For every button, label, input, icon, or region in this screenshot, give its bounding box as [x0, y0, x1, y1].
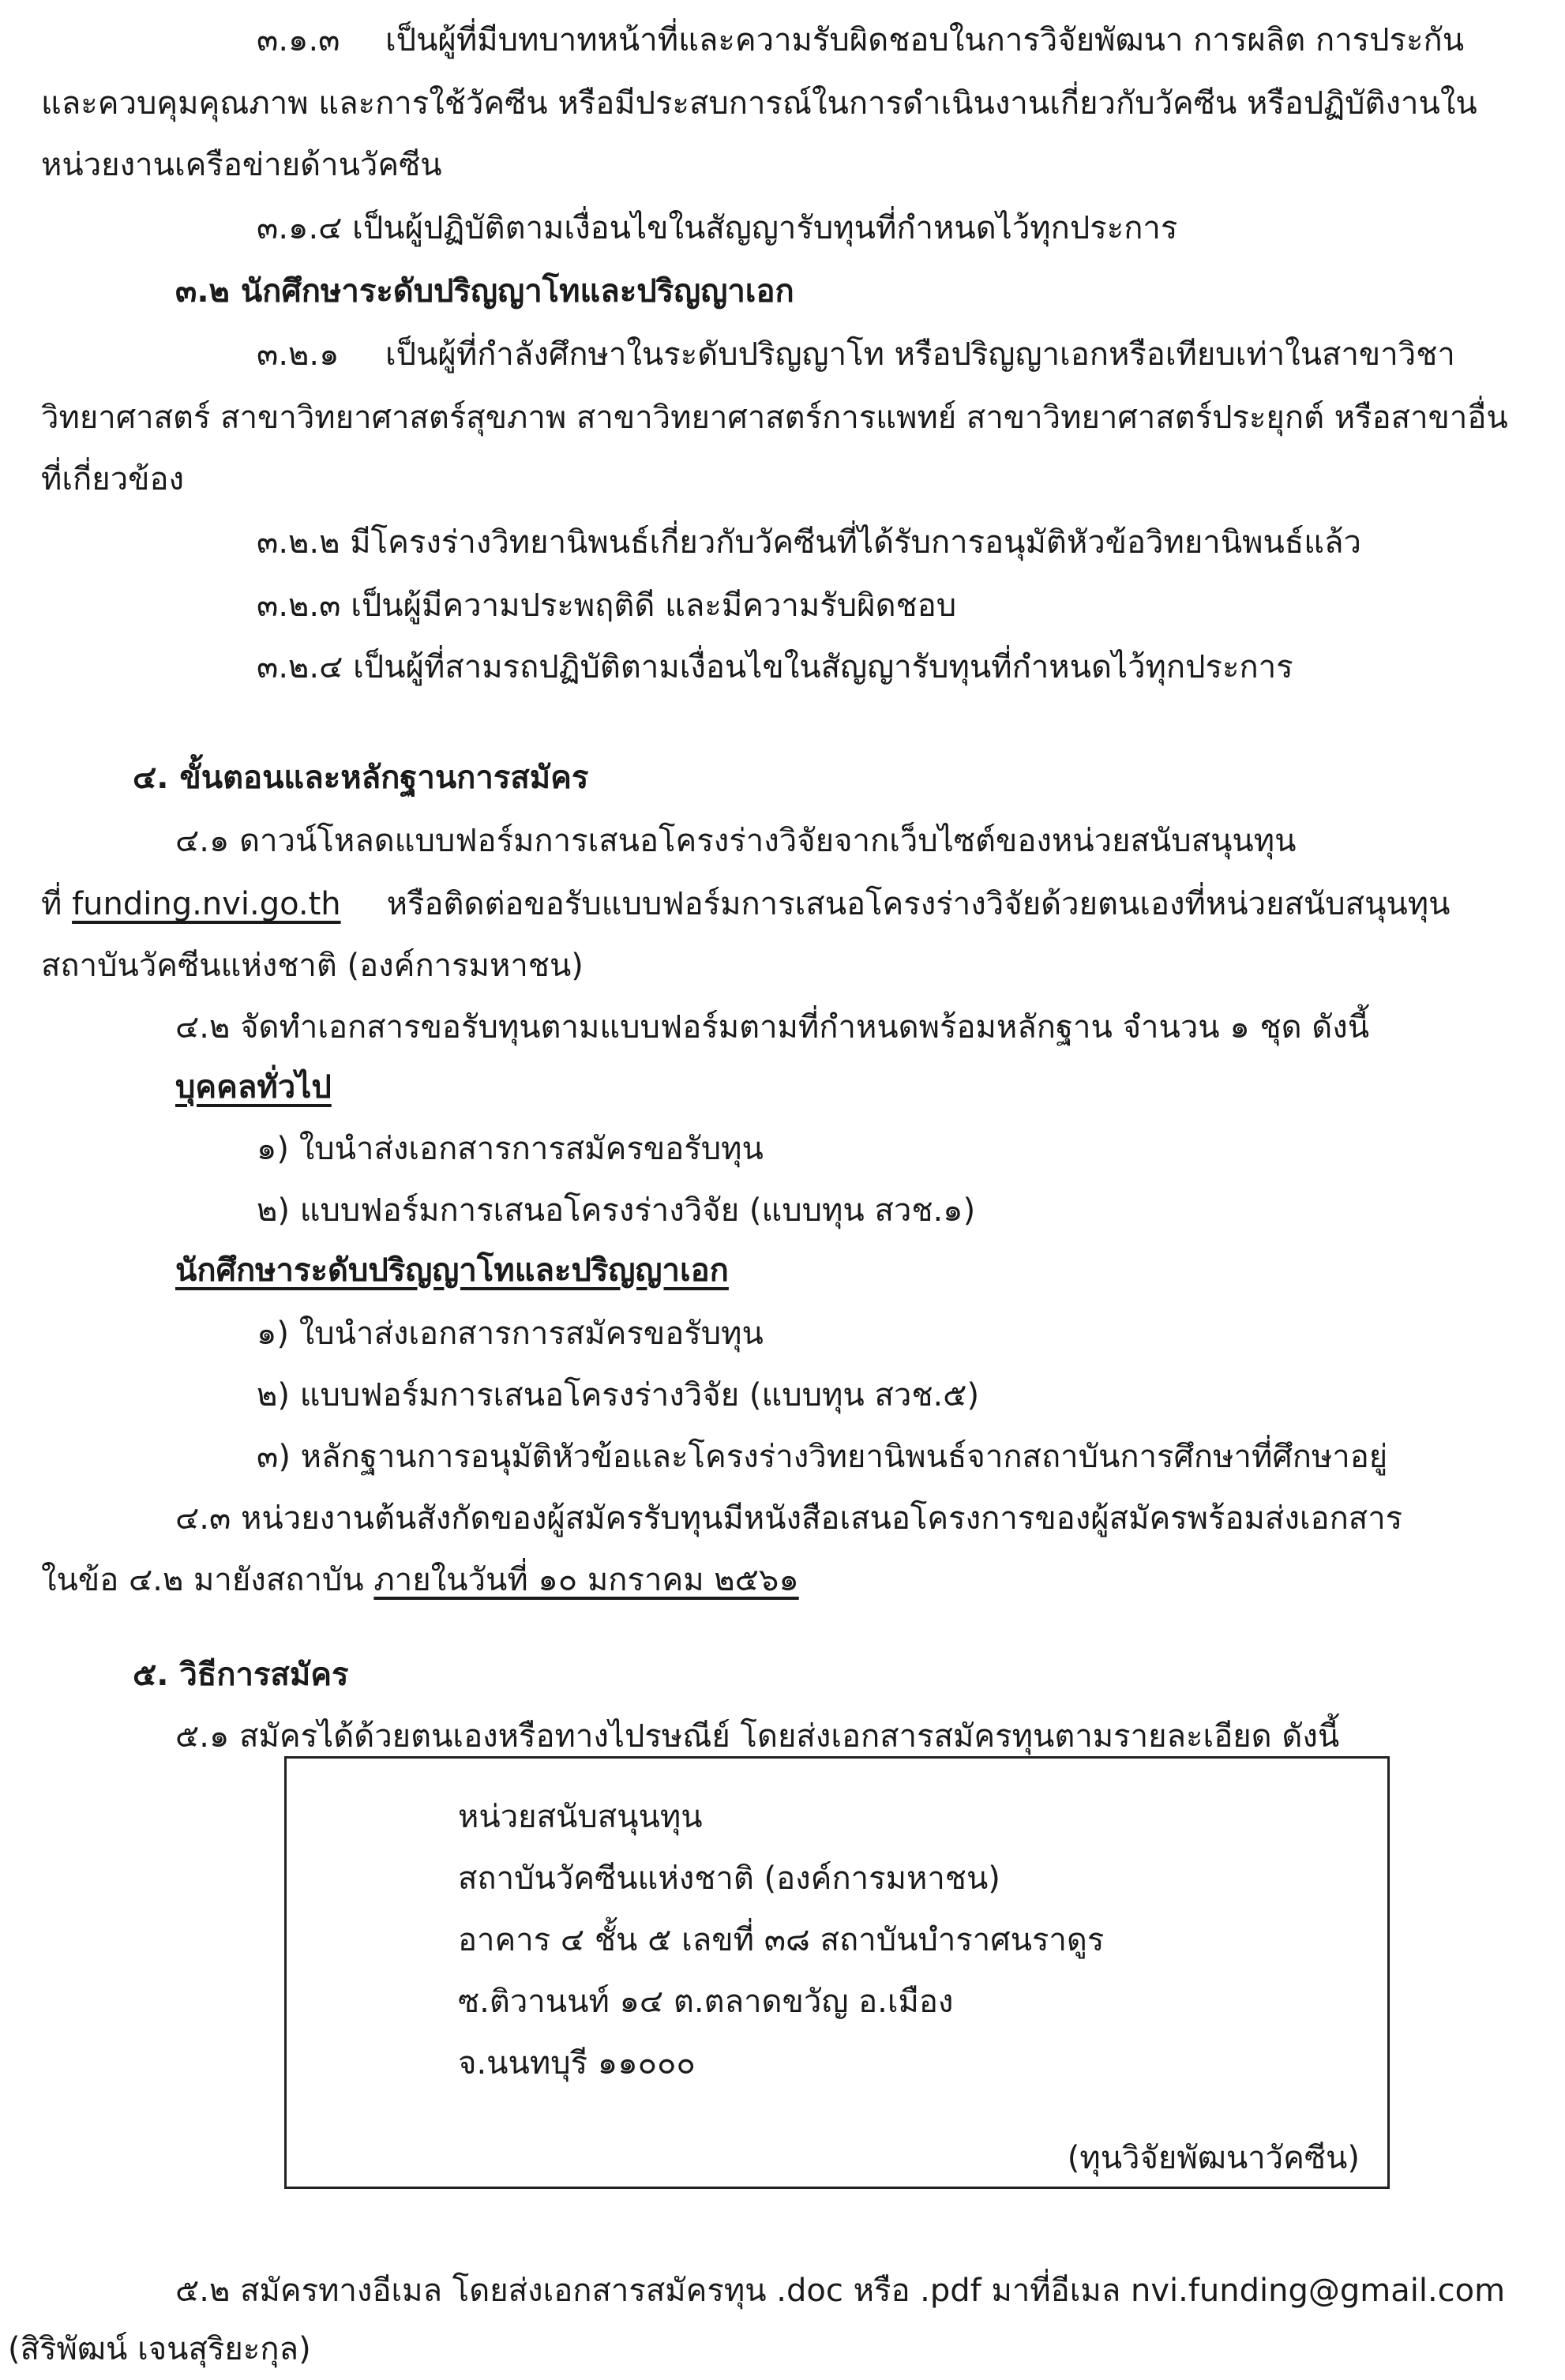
section-heading: ๔. ขั้นตอนและหลักฐานการสมัคร [133, 760, 589, 796]
paragraph-line: ๕.๑ สมัครได้ด้วยตนเองหรือทางไปรษณีย์ โดยส่งเอกสารสมัครทุนตามรายละเอียด ดังนี้ [175, 1718, 1340, 1755]
paragraph-line: ๔.๒ จัดทำเอกสารขอรับทุนตามแบบฟอร์มตามที่กำหนดพร้อมหลักฐาน จำนวน ๑ ชุด ดังนี้ [175, 1009, 1370, 1045]
paragraph-line [41, 1549, 799, 1611]
paragraph-line: สถาบันวัคซีนแห่งชาติ (องค์การมหาชน) [41, 948, 584, 984]
paragraph-line: และควบคุมคุณภาพ และการใช้วัคซีน หรือมีประสบการณ์ในการดำเนินงานเกี่ยวกับวัคซีน หรือปฏิบัติงานใน [41, 85, 1477, 122]
list-item: ๓) หลักฐานการอนุมัติหัวข้อและโครงร่างวิทยานิพนธ์จากสถาบันการศึกษาที่ศึกษาอยู่ [257, 1439, 1388, 1475]
paragraph-line [41, 873, 1450, 935]
funding-website-link[interactable]: funding.nvi.go.th [72, 886, 341, 922]
list-item: ๓.๑.๔ เป็นผู้ปฏิบัติตามเงื่อนไขในสัญญารับทุนที่กำหนดไว้ทุกประการ [257, 210, 1178, 246]
section-heading: ๓.๒ นักศึกษาระดับปริญญาโทและปริญญาเอก [175, 273, 794, 310]
address-line: ซ.ติวานนท์ ๑๔ ต.ตลาดขวัญ อ.เมือง [458, 1984, 954, 2020]
address-line: สถาบันวัคซีนแห่งชาติ (องค์การมหาชน) [458, 1860, 1000, 1897]
paragraph-line: ที่เกี่ยวข้อง [41, 461, 185, 497]
address-note: (ทุนวิจัยพัฒนาวัคซีน) [1067, 2140, 1360, 2176]
address-line: หน่วยสนับสนุนทุน [458, 1799, 703, 1835]
paragraph-line: เป็นผู้ที่มีบทบาทหน้าที่และความรับผิดชอบในการวิจัยพัฒนา การผลิต การประกัน [385, 22, 1465, 58]
list-item: ๑) ใบนำส่งเอกสารการสมัครขอรับทุน [257, 1316, 764, 1352]
list-item: ๓.๒.๒ มีโครงร่างวิทยานิพนธ์เกี่ยวกับวัคซีนที่ได้รับการอนุมัติหัวข้อวิทยานิพนธ์แล้ว [257, 524, 1361, 561]
subsection-heading: บุคคลทั่วไป [175, 1069, 332, 1106]
list-item: ๒) แบบฟอร์มการเสนอโครงร่างวิจัย (แบบทุน สวช.๕) [257, 1377, 980, 1413]
address-line: อาคาร ๔ ชั้น ๕ เลขที่ ๓๘ สถาบันบำราศนราดูร [458, 1922, 1105, 1958]
text-span: หรือติดต่อขอรับแบบฟอร์มการเสนอโครงร่างวิจัยด้วยตนเองที่หน่วยสนับสนุนทุน [386, 886, 1451, 922]
list-item: ๑) ใบนำส่งเอกสารการสมัครขอรับทุน [257, 1131, 764, 1167]
text-span: ที่ [41, 886, 62, 922]
list-item: ๓.๒.๔ เป็นผู้ที่สามรถปฏิบัติตามเงื่อนไขในสัญญารับทุนที่กำหนดไว้ทุกประการ [257, 649, 1293, 685]
signature-name: (สิริพัฒน์ เจนสุริยะกุล) [8, 2331, 311, 2367]
subsection-heading: นักศึกษาระดับปริญญาโทและปริญญาเอก [175, 1252, 729, 1289]
address-line: จ.นนทบุรี ๑๑๐๐๐ [458, 2045, 696, 2082]
item-number: ๓.๑.๓ [257, 22, 340, 58]
list-item: ๒) แบบฟอร์มการเสนอโครงร่างวิจัย (แบบทุน สวช.๑) [257, 1192, 976, 1229]
section-heading: ๕. วิธีการสมัคร [133, 1657, 349, 1693]
deadline-text: ภายในวันที่ ๑๐ มกราคม ๒๕๖๑ [373, 1562, 799, 1598]
paragraph-line: วิทยาศาสตร์ สาขาวิทยาศาสตร์สุขภาพ สาขาวิทยาศาสตร์การแพทย์ สาขาวิทยาศาสตร์ประยุกต์ หรือสาขาอื่น [41, 400, 1508, 436]
paragraph-line: ๔.๑ ดาวน์โหลดแบบฟอร์มการเสนอโครงร่างวิจัยจากเว็บไซต์ของหน่วยสนับสนุนทุน [175, 823, 1297, 859]
paragraph-line: เป็นผู้ที่กำลังศึกษาในระดับปริญญาโท หรือปริญญาเอกหรือเทียบเท่าในสาขาวิชา [385, 336, 1455, 373]
paragraph-line: ๕.๒ สมัครทางอีเมล โดยส่งเอกสารสมัครทุน .doc หรือ .pdf มาที่อีเมล nvi.funding@gmail.com [175, 2273, 1506, 2309]
paragraph-line: หน่วยงานเครือข่ายด้านวัคซีน [41, 147, 442, 183]
text-span: ในข้อ ๔.๒ มายังสถาบัน [41, 1562, 364, 1598]
list-item: ๓.๒.๓ เป็นผู้มีความประพฤติดี และมีความรับผิดชอบ [257, 587, 957, 624]
paragraph-line: ๔.๓ หน่วยงานต้นสังกัดของผู้สมัครรับทุนมีหนังสือเสนอโครงการของผู้สมัครพร้อมส่งเอกสาร [175, 1500, 1403, 1537]
item-number: ๓.๒.๑ [257, 336, 340, 373]
